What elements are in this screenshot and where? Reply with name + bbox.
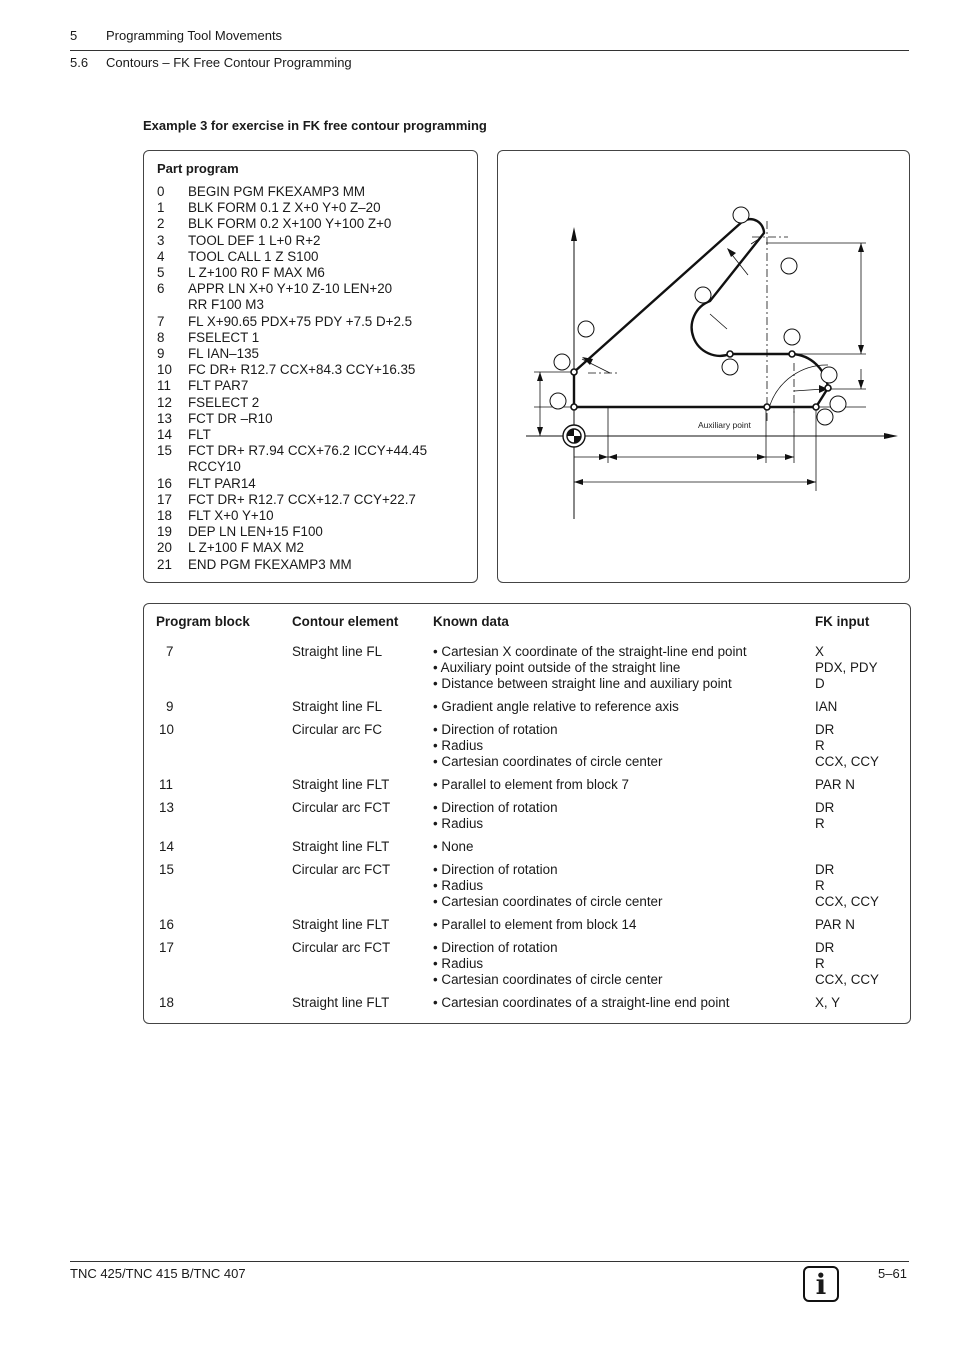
program-line [157, 427, 427, 443]
program-line [157, 330, 427, 346]
line-number: 9 [157, 346, 165, 362]
line-text: RCCY10 [188, 459, 241, 475]
fk-input-cell [815, 699, 905, 722]
table-header-row [156, 614, 905, 644]
program-line [157, 508, 427, 524]
dim-arrow-11 [574, 479, 583, 485]
program-line [157, 395, 427, 411]
program-line [157, 524, 427, 540]
marker-circle-11 [550, 393, 566, 409]
dim-arrow-4 [537, 372, 543, 381]
info-icon: i [803, 1266, 839, 1302]
known-data-item: • Direction of rotation [433, 800, 558, 815]
table-row [156, 644, 905, 699]
program-line [157, 459, 427, 475]
program-block-number: 10 [159, 722, 174, 737]
line-text: L Z+100 R0 F MAX M6 [188, 265, 325, 281]
fk-input-item: DR [815, 940, 835, 955]
dim-arrow-3 [858, 380, 864, 389]
line-text: BLK FORM 0.2 X+100 Y+100 Z+0 [188, 216, 392, 232]
fk-input-cell [815, 862, 905, 917]
header-fk-input: FK input [815, 614, 870, 629]
known-data-cell [433, 862, 815, 917]
program-block-number: 17 [159, 940, 174, 955]
line-text: BLK FORM 0.1 Z X+0 Y+0 Z–20 [188, 200, 381, 216]
line-text: FLT X+0 Y+10 [188, 508, 274, 524]
section-number: 5.6 [70, 55, 89, 70]
program-block-cell [156, 699, 292, 722]
radius-arrowhead-2 [727, 248, 736, 257]
program-line [157, 346, 427, 362]
contour-element-cell: Straight line FLT [292, 777, 390, 792]
program-line [157, 411, 427, 427]
known-data-item: • Parallel to element from block 14 [433, 917, 637, 932]
known-data-item: • Radius [433, 878, 484, 893]
program-block-cell [156, 800, 292, 839]
line-number: 14 [157, 427, 172, 443]
program-line [157, 297, 427, 313]
line-text: TOOL CALL 1 Z S100 [188, 248, 319, 264]
program-line [157, 492, 427, 508]
fk-input-cell [815, 800, 905, 839]
contour-point-4 [825, 385, 831, 391]
table-row [156, 800, 905, 839]
program-block-number: 13 [159, 800, 174, 815]
dim-arrow-8 [608, 454, 617, 460]
program-line [157, 378, 427, 394]
line-number: 13 [157, 410, 172, 426]
marker-circle-8 [821, 367, 837, 383]
known-data-item: • Direction of rotation [433, 722, 558, 737]
known-data-item: • Direction of rotation [433, 940, 558, 955]
line-number: 12 [157, 394, 172, 410]
program-line [157, 443, 427, 459]
fk-input-item: DR [815, 800, 835, 815]
line-number: 16 [157, 475, 172, 491]
contour-element-cell: Straight line FL [292, 699, 383, 714]
fk-input-cell [815, 722, 905, 777]
page-number: 5–61 [878, 1266, 907, 1281]
program-line [157, 314, 427, 330]
fk-input-cell [815, 644, 905, 699]
program-line [157, 200, 427, 216]
line-number: 0 [157, 184, 165, 199]
program-block-number: 15 [159, 862, 174, 877]
line-text: FLT PAR7 [188, 378, 249, 394]
fk-input-item: PAR N [815, 917, 855, 932]
program-block-cell [156, 917, 292, 940]
program-line [157, 249, 427, 265]
known-data-cell [433, 722, 815, 777]
fk-input-item: CCX, CCY [815, 754, 879, 769]
known-data-item: • Parallel to element from block 7 [433, 777, 629, 792]
table-row [156, 940, 905, 995]
line-text: END PGM FKEXAMP3 MM [188, 556, 352, 572]
contour-element-cell: Straight line FLT [292, 917, 390, 932]
line-text: BEGIN PGM FKEXAMP3 MM [188, 184, 366, 199]
fk-input-table [156, 614, 905, 1018]
table-row [156, 839, 905, 862]
line-text: FC DR+ R12.7 CCX+84.3 CCY+16.35 [188, 362, 416, 378]
program-block-cell [156, 862, 292, 917]
program-block-cell [156, 722, 292, 777]
known-data-item: • Radius [433, 956, 484, 971]
line-number: 15 [157, 443, 172, 459]
part-program-box [143, 150, 478, 583]
known-data-item: • Cartesian coordinates of circle center [433, 894, 663, 909]
program-block-number: 9 [166, 699, 174, 714]
table-row [156, 777, 905, 800]
x-axis-arrow [884, 433, 898, 439]
fk-input-item: IAN [815, 699, 838, 714]
line-number: 11 [157, 378, 171, 394]
line-text: APPR LN X+0 Y+10 Z-10 LEN+20 [188, 281, 393, 297]
line-number: 3 [157, 232, 165, 248]
header-rule [70, 50, 909, 51]
fk-input-item: X, Y [815, 995, 841, 1010]
header-known-data: Known data [433, 614, 509, 629]
header-contour-element: Contour element [292, 614, 399, 629]
program-block-number: 16 [159, 917, 174, 932]
fk-input-item: R [815, 738, 825, 753]
known-data-item: • Radius [433, 816, 484, 831]
contour-point-2 [727, 351, 733, 357]
y-axis-arrow [571, 227, 577, 241]
line-number: 17 [157, 491, 172, 507]
fk-input-cell [815, 940, 905, 995]
line-number: 4 [157, 248, 165, 264]
line-text: FSELECT 1 [188, 329, 260, 345]
line-number [157, 459, 188, 475]
chapter-title: Programming Tool Movements [106, 28, 283, 43]
known-data-cell [433, 800, 815, 839]
dim-arrow-10 [785, 454, 794, 460]
line-number: 19 [157, 524, 172, 540]
line-number: 10 [157, 362, 172, 378]
known-data-cell [433, 995, 815, 1018]
contour-element-cell: Circular arc FCT [292, 862, 391, 877]
program-block-number: 11 [159, 777, 173, 792]
contour-diagram-box [497, 150, 910, 583]
contour-element-cell: Circular arc FCT [292, 940, 391, 955]
part-program-title: Part program [157, 161, 239, 176]
fk-input-item: CCX, CCY [815, 972, 879, 987]
example-title: Example 3 for exercise in FK free contour programming [143, 118, 487, 133]
contour-diagram [498, 151, 909, 582]
known-data-item: • None [433, 839, 474, 854]
table-row [156, 917, 905, 940]
fk-table-body [156, 644, 905, 1018]
table-row [156, 862, 905, 917]
fk-input-cell [815, 839, 905, 862]
section-title: Contours – FK Free Contour Programming [106, 55, 352, 70]
program-line [157, 476, 427, 492]
fk-input-item: R [815, 878, 825, 893]
contour-point-1 [571, 369, 577, 375]
fk-input-item: DR [815, 862, 835, 877]
fk-input-item: PAR N [815, 777, 855, 792]
known-data-cell [433, 839, 815, 862]
marker-circle-1 [733, 207, 749, 223]
line-number: 21 [157, 556, 172, 572]
program-lines [157, 184, 427, 573]
line-text: RR F100 M3 [188, 297, 264, 313]
fk-input-item: DR [815, 722, 835, 737]
fk-input-item: R [815, 816, 825, 831]
line-number: 8 [157, 329, 165, 345]
known-data-item: • Cartesian coordinates of circle center [433, 972, 663, 987]
dim-arrow-12 [807, 479, 816, 485]
line-text: FCT DR+ R12.7 CCX+12.7 CCY+22.7 [188, 491, 416, 507]
program-block-number: 14 [159, 839, 174, 854]
fk-input-item: PDX, PDY [815, 660, 878, 675]
section-heading [70, 55, 352, 70]
marker-circle-9 [830, 396, 846, 412]
line-number: 6 [157, 281, 165, 297]
known-data-cell [433, 940, 815, 995]
line-number: 1 [157, 200, 165, 216]
marker-circle-3 [695, 287, 711, 303]
line-number: 2 [157, 216, 165, 232]
dim-arrow-7 [599, 454, 608, 460]
fk-input-item: CCX, CCY [815, 894, 879, 909]
program-line [157, 557, 427, 573]
known-data-cell [433, 777, 815, 800]
marker-circle-5 [554, 354, 570, 370]
line-text: TOOL DEF 1 L+0 R+2 [188, 232, 321, 248]
table-row [156, 699, 905, 722]
reference-arc [770, 365, 828, 405]
marker-circle-2 [781, 258, 797, 274]
fk-input-item: X [815, 644, 824, 659]
fk-table-box [143, 603, 911, 1024]
known-data-item: • Cartesian X coordinate of the straight-line end point [433, 644, 747, 659]
header-program-block: Program block [156, 614, 250, 629]
fk-input-item: R [815, 956, 825, 971]
footer-rule [70, 1261, 909, 1262]
line-number [157, 297, 188, 313]
contour-element-cell: Circular arc FCT [292, 800, 391, 815]
program-block-cell [156, 644, 292, 699]
line-text: FL X+90.65 PDX+75 PDY +7.5 D+2.5 [188, 313, 413, 329]
fk-input-item: D [815, 676, 825, 691]
line-text: FSELECT 2 [188, 394, 260, 410]
known-data-item: • Gradient angle relative to reference axis [433, 699, 679, 714]
known-data-item: • Direction of rotation [433, 862, 558, 877]
line-text: DEP LN LEN+15 F100 [188, 524, 323, 540]
program-line [157, 184, 427, 200]
marker-circle-10 [817, 409, 833, 425]
contour-element-cell: Straight line FLT [292, 995, 390, 1010]
line-number: 5 [157, 265, 165, 281]
table-row [156, 995, 905, 1018]
known-data-item: • Cartesian coordinates of circle center [433, 754, 663, 769]
line-text: L Z+100 F MAX M2 [188, 540, 304, 556]
line-text: FLT [188, 427, 211, 443]
workpiece-contour [574, 219, 828, 407]
line-text: FCT DR+ R7.94 CCX+76.2 ICCY+44.45 [188, 443, 428, 459]
program-line [157, 362, 427, 378]
program-block-cell [156, 995, 292, 1018]
program-block-number: 18 [159, 995, 174, 1010]
program-block-cell [156, 839, 292, 862]
known-data-item: • Cartesian coordinates of a straight-line end point [433, 995, 730, 1010]
line-number: 20 [157, 540, 172, 556]
program-block-cell [156, 777, 292, 800]
dim-arrow-9 [757, 454, 766, 460]
program-block-number: 7 [166, 644, 174, 659]
known-data-cell [433, 644, 815, 699]
line-number: 18 [157, 508, 172, 524]
marker-circle-6 [784, 329, 800, 345]
contour-point-5 [813, 404, 819, 410]
table-row [156, 722, 905, 777]
fk-input-cell [815, 995, 905, 1018]
program-line [157, 281, 427, 297]
contour-element-cell: Straight line FL [292, 644, 383, 659]
contour-point-3 [789, 351, 795, 357]
chapter-heading [70, 28, 282, 43]
known-data-item: • Auxiliary point outside of the straight line [433, 660, 681, 675]
fk-input-cell [815, 917, 905, 940]
program-line [157, 233, 427, 249]
known-data-cell [433, 917, 815, 940]
auxiliary-point-marker [764, 404, 770, 410]
dim-arrow-1 [858, 243, 864, 252]
contour-element-cell: Circular arc FC [292, 722, 383, 737]
marker-circle-4 [578, 321, 594, 337]
program-line [157, 216, 427, 232]
dim-arrow-2 [858, 345, 864, 354]
known-data-item: • Distance between straight line and auxiliary point [433, 676, 732, 691]
program-line [157, 540, 427, 556]
contour-point-start [571, 404, 577, 410]
program-line [157, 265, 427, 281]
known-data-cell [433, 699, 815, 722]
radius-leader-3 [710, 314, 727, 329]
contour-element-cell: Straight line FLT [292, 839, 390, 854]
fk-input-cell [815, 777, 905, 800]
line-number: 7 [157, 313, 165, 329]
marker-circle-7 [722, 359, 738, 375]
known-data-item: • Radius [433, 738, 484, 753]
auxiliary-point-label: Auxiliary point [698, 420, 751, 430]
line-text: FL IAN–135 [188, 346, 259, 362]
line-text: FCT DR –R10 [188, 410, 273, 426]
datum-symbol [563, 425, 585, 447]
dim-arrow-5 [537, 427, 543, 436]
program-block-cell [156, 940, 292, 995]
footer-model: TNC 425/TNC 415 B/TNC 407 [70, 1266, 246, 1281]
line-text: FLT PAR14 [188, 475, 256, 491]
chapter-number: 5 [70, 28, 78, 43]
